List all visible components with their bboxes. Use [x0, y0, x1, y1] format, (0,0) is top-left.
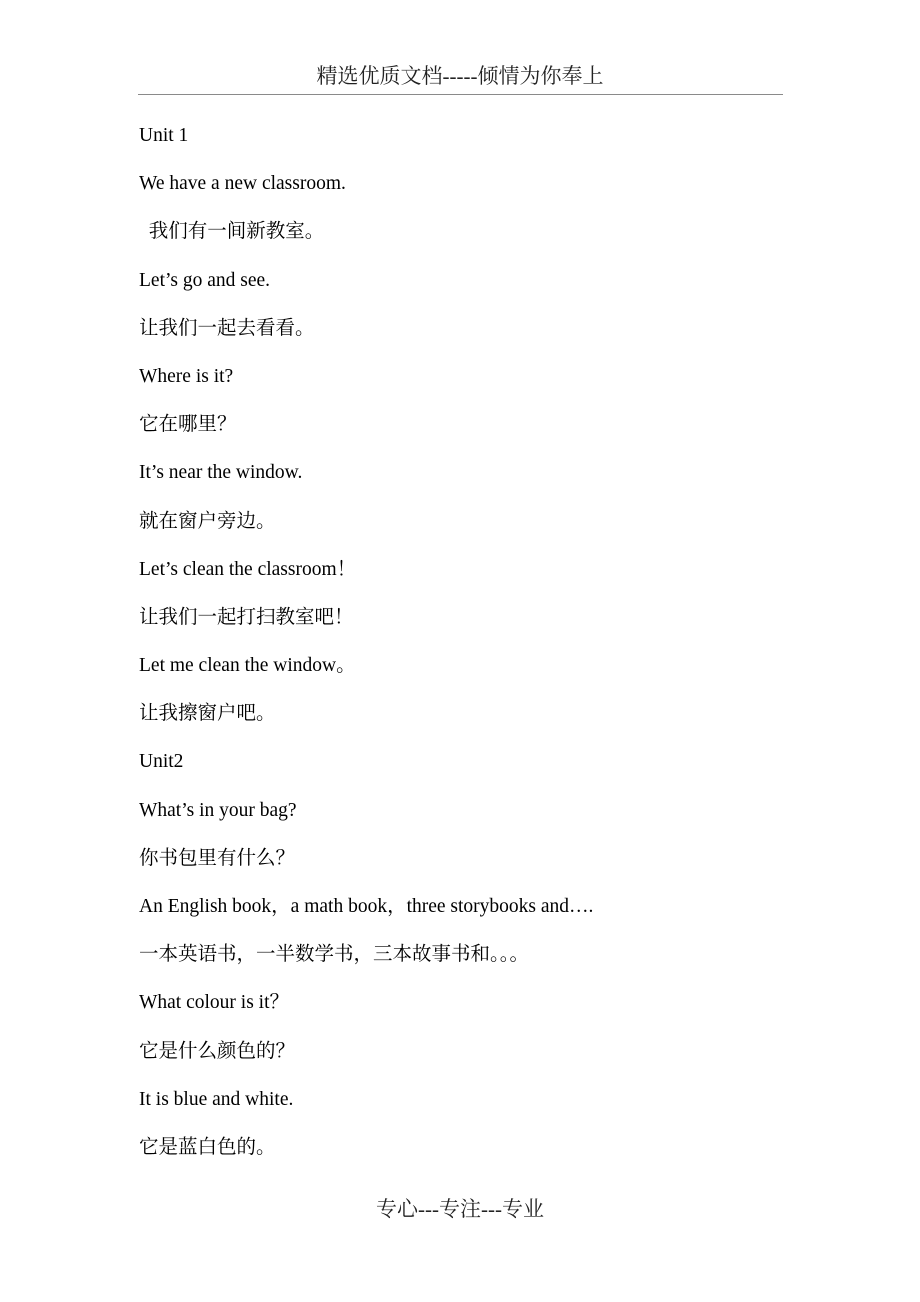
page-header: 精选优质文档-----倾情为你奉上 — [316, 64, 604, 88]
text-line: An English book，a math book，three storybooks and…. — [139, 896, 594, 917]
text-line: We have a new classroom. — [139, 173, 346, 195]
text-line: What’s in your bag? — [139, 799, 297, 821]
text-line: It is blue and white. — [139, 1088, 294, 1110]
text-line: What colour is it？ — [139, 992, 290, 1014]
unit-heading: Unit 1 — [139, 125, 189, 146]
text-line: 它是什么颜色的？ — [139, 1040, 296, 1062]
text-line: 让我们一起打扫教室吧！ — [139, 606, 354, 628]
text-line: 一本英语书，一半数学书，三本故事书和。。。 — [139, 944, 530, 966]
unit-heading: Unit2 — [139, 751, 184, 773]
text-line: Let’s go and see. — [139, 269, 271, 291]
text-line: 让我们一起去看看。 — [139, 317, 315, 339]
text-line: 就在窗户旁边。 — [139, 510, 276, 532]
text-line: 它是蓝白色的。 — [139, 1136, 276, 1158]
document-body — [139, 120, 779, 1180]
text-line: Where is it? — [139, 365, 234, 387]
text-line: 你书包里有什么？ — [139, 847, 296, 869]
page-footer: 专心---专注---专业 — [376, 1197, 544, 1221]
text-line: 它在哪里？ — [139, 414, 237, 436]
text-line: It’s near the window. — [139, 462, 303, 484]
text-line: 让我擦窗户吧。 — [139, 703, 276, 725]
text-line: Let’s clean the classroom！ — [139, 558, 357, 580]
text-line: 我们有一间新教室。 — [139, 221, 325, 243]
header-divider — [138, 94, 783, 95]
text-line: Let me clean the window。 — [139, 655, 356, 677]
